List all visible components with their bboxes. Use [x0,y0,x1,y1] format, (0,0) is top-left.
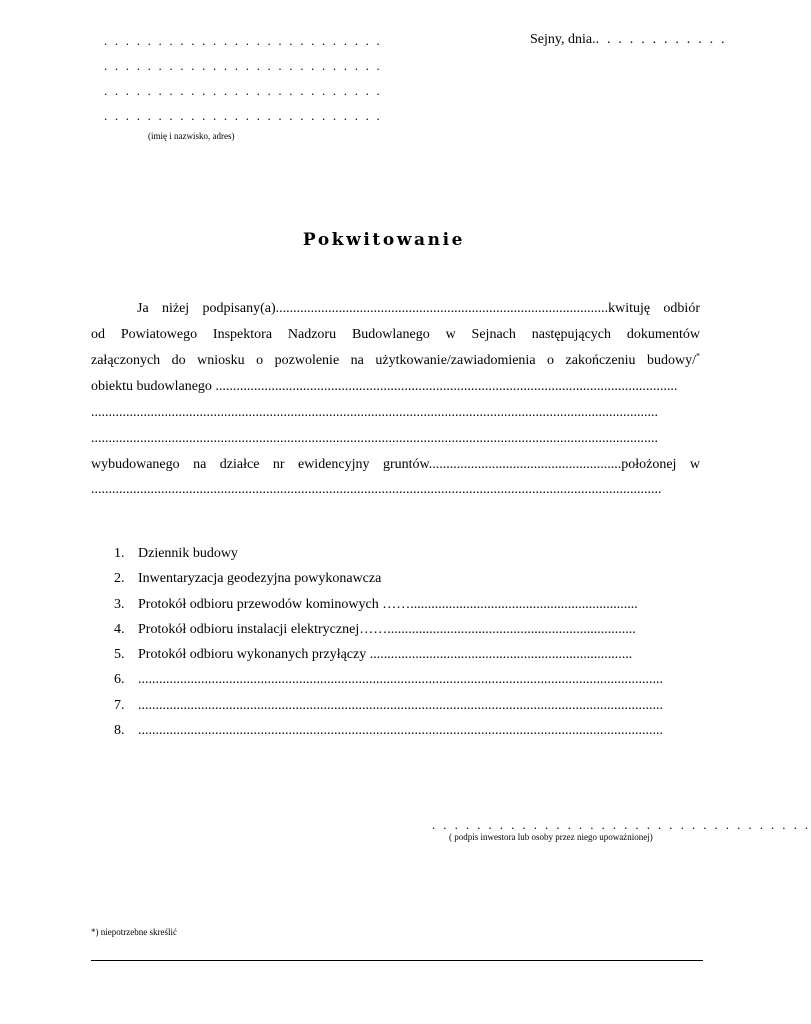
body-line-3-text: załączonych do wniosku o pozwolenie na użytkowanie/zawiadomienia o zakończeniu budowy/ [91,353,696,368]
address-line-2: . . . . . . . . . . . . . . . . . . . . . . . . . . [104,58,382,73]
list-item [114,697,700,722]
body-line-6: .................................................................................................................................................................. [91,431,658,446]
list-item-number: 1. [114,546,125,561]
list-item [114,722,700,747]
address-line-3: . . . . . . . . . . . . . . . . . . . . . . . . . . [104,83,382,98]
date-label: Sejny, dnia. [530,32,596,47]
list-item-number: 6. [114,672,125,688]
body-line-8: ................................................................................................................................................................... [91,482,662,497]
signature-line: . . . . . . . . . . . . . . . . . . . . . . . . . . . . . . . . . . [432,817,811,832]
list-item [114,545,700,570]
list-item [114,671,700,696]
list-item-number: 3. [114,596,125,612]
body-line-1: Ja niżej podpisany(a)...............................................................................................kwituję odbiór [137,301,700,316]
body-line-3 [91,352,700,370]
list-item [114,646,700,671]
footer-divider [91,960,703,961]
documents-list [114,545,700,747]
list-item-text: Protokół odbioru przewodów kominowych ……................................................................. [138,596,638,612]
list-item-number: 5. [114,647,125,663]
date-dots: . . . . . . . . . . . . [595,32,727,47]
list-item-number: 8. [114,723,125,739]
list-item [114,621,700,646]
signature-caption: ( podpis inwestora lub osoby przez niego upoważnionej) [449,832,653,842]
body-line-5: .................................................................................................................................................................. [91,405,658,420]
document-title: Pokwitowanie [302,230,466,250]
list-item-text: Protokół odbioru instalacji elektrycznej……....................................................................... [138,621,636,637]
place-date [530,32,727,48]
address-line-4: . . . . . . . . . . . . . . . . . . . . . . . . . . [104,108,382,123]
footnote: *) niepotrzebne skreślić [91,927,177,937]
list-item-number: 2. [114,571,125,587]
list-item-text: Protokół odbioru wykonanych przyłączy ........................................................................... [138,647,633,663]
footnote-mark: * [696,351,700,361]
body-line-4: obiektu budowlanego .................................................................................................................................... [91,379,678,394]
list-item-text: Dziennik budowy [138,546,238,561]
body-line-2: od Powiatowego Inspektora Nadzoru Budowlanego w Sejnach następujących dokumentów [91,327,700,342]
body-line-7: wybudowanego na działce nr ewidencyjny gruntów.......................................................położonej w [91,457,700,472]
list-item-text: ...................................................................................................................................................... [138,697,663,713]
list-item-text: ...................................................................................................................................................... [138,723,663,739]
address-line-1: . . . . . . . . . . . . . . . . . . . . . . . . . . [104,33,382,48]
list-item-text: ...................................................................................................................................................... [138,672,663,688]
list-item [114,596,700,621]
list-item-number: 4. [114,621,125,637]
list-item-text: Inwentaryzacja geodezyjna powykonawcza [138,571,382,587]
address-caption: (imię i nazwisko, adres) [148,131,235,141]
list-item [114,570,700,595]
list-item-number: 7. [114,697,125,713]
